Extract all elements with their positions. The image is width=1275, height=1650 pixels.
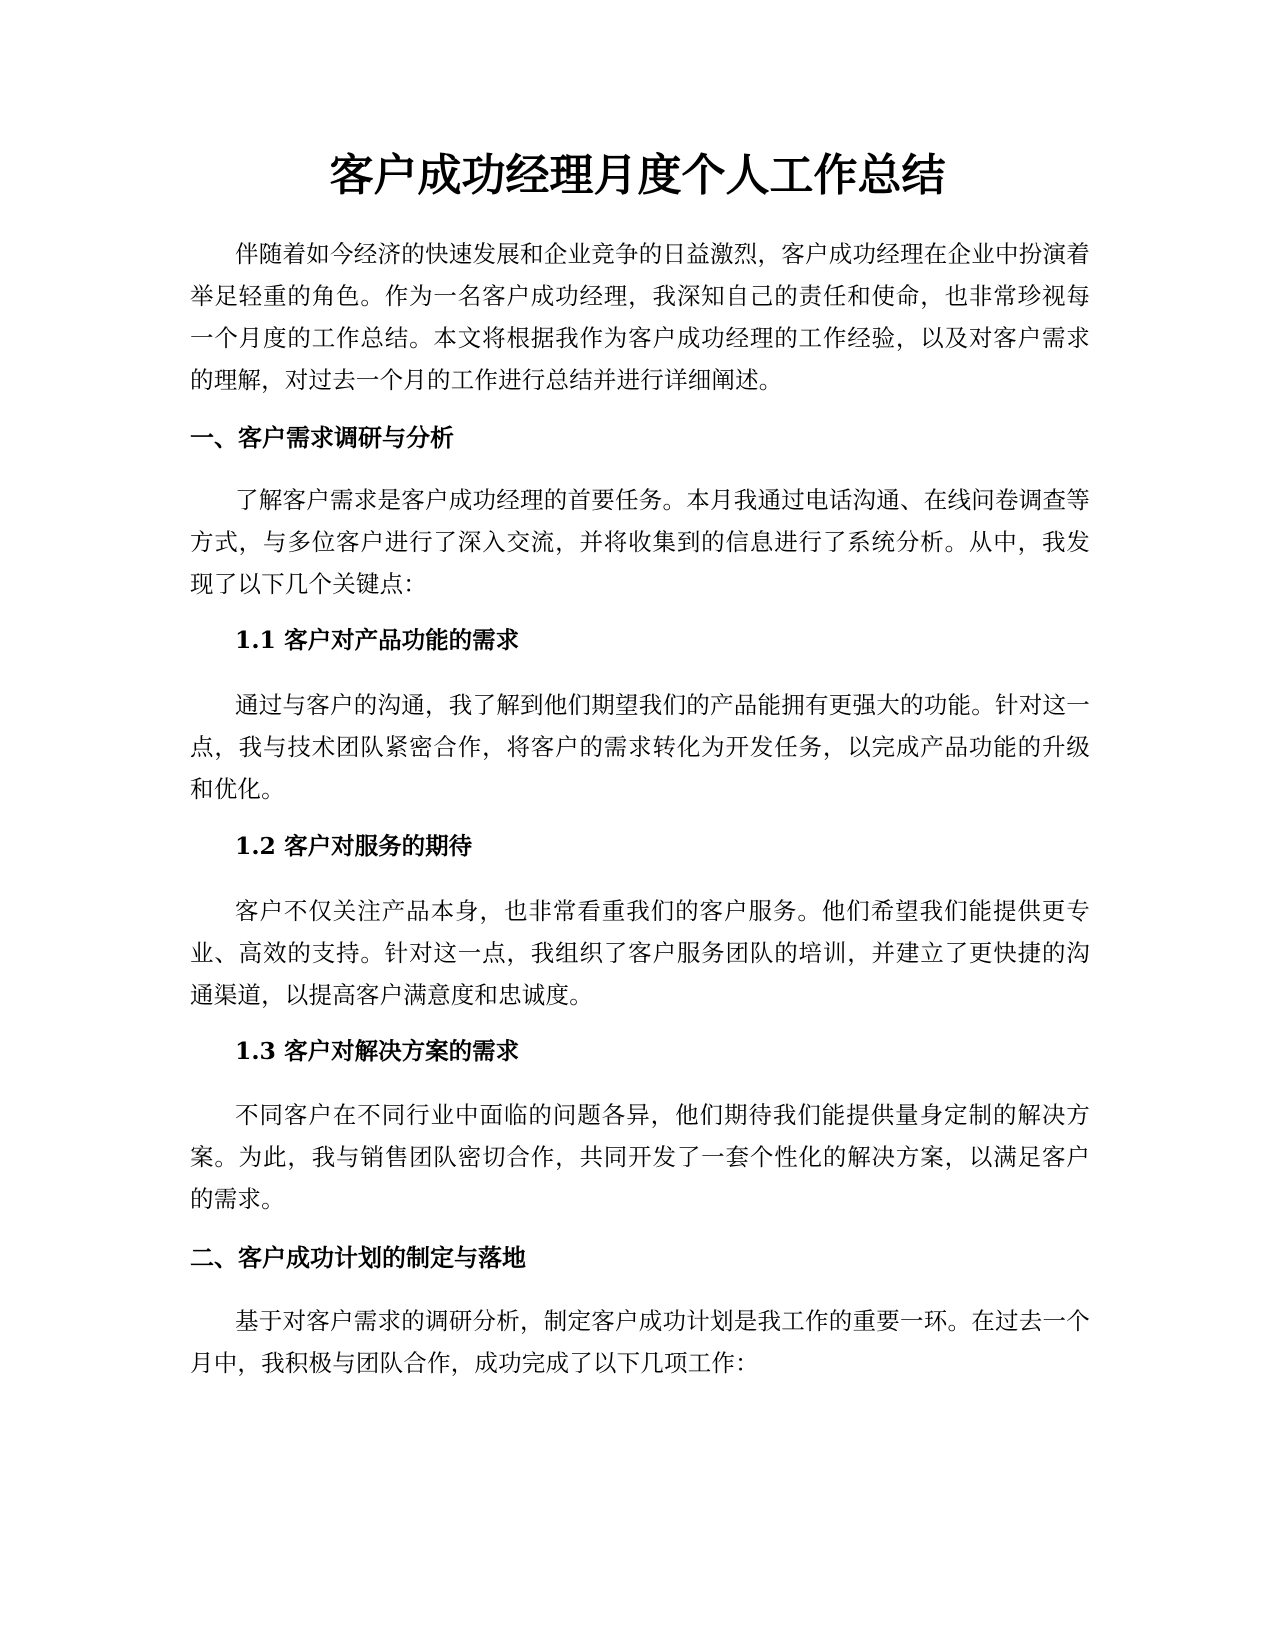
subsection-1-1-paragraph: 通过与客户的沟通，我了解到他们期望我们的产品能拥有更强大的功能。针对这一点，我与技术团队紧密合作，将客户的需求转化为开发任务，以完成产品功能的升级和优化。 [190,691,1090,803]
section-1-paragraph: 了解客户需求是客户成功经理的首要任务。本月我通过电话沟通、在线问卷调查等方式，与多位客户进行了深入交流，并将收集到的信息进行了系统分析。从中，我发现了以下几个关键点： [190,486,1090,598]
subsection-1-3-heading: 1.3 客户对解决方案的需求 [235,1037,520,1065]
subsection-1-3-paragraph: 不同客户在不同行业中面临的问题各异，他们期待我们能提供量身定制的解决方案。为此，我与销售团队密切合作，共同开发了一套个性化的解决方案，以满足客户的需求。 [190,1101,1090,1213]
intro-paragraph: 伴随着如今经济的快速发展和企业竞争的日益激烈，客户成功经理在企业中扮演着举足轻重的角色。作为一名客户成功经理，我深知自己的责任和使命，也非常珍视每一个月度的工作总结。本文将根据我作为客户成功经理的工作经验，以及对客户需求的理解，对过去一个月的工作进行总结并进行详细阐述。 [190,240,1090,394]
subsection-1-2-heading: 1.2 客户对服务的期待 [235,832,473,860]
section-1-heading: 一、客户需求调研与分析 [190,424,454,452]
subsection-1-2-paragraph: 客户不仅关注产品本身，也非常看重我们的客户服务。他们希望我们能提供更专业、高效的支持。针对这一点，我组织了客户服务团队的培训，并建立了更快捷的沟通渠道，以提高客户满意度和忠诚度。 [190,897,1090,1009]
subsection-1-1-heading: 1.1 客户对产品功能的需求 [235,626,520,654]
section-2-paragraph: 基于对客户需求的调研分析，制定客户成功计划是我工作的重要一环。在过去一个月中，我积极与团队合作，成功完成了以下几项工作： [190,1307,1090,1377]
document-title: 客户成功经理月度个人工作总结 [329,150,946,201]
section-2-heading: 二、客户成功计划的制定与落地 [190,1244,526,1272]
